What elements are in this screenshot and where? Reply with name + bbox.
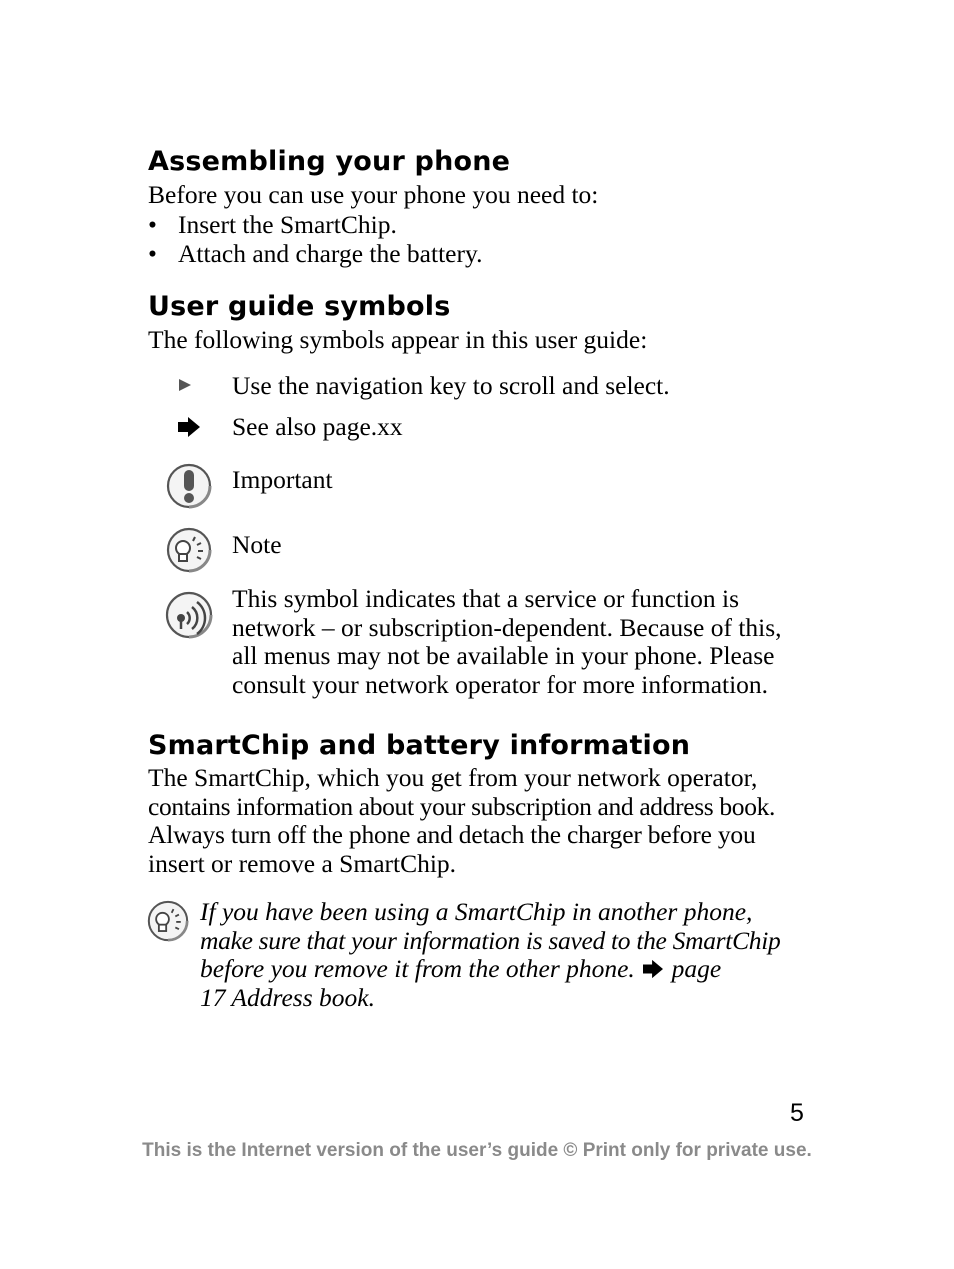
heading-assembling: Assembling your phone [148,146,511,177]
smartchip-line: insert or remove a SmartChip. [148,849,457,878]
symbol-text: Note [232,530,282,559]
tip-line: If you have been using a SmartChip in another phone, [200,897,753,926]
symbol-text: Use the navigation key to scroll and select. [232,371,670,400]
heading-symbols: User guide symbols [148,291,451,322]
symbol-text-line: consult your network operator for more information. [232,670,769,699]
tip-line-text: before you remove it from the other phone. [200,954,635,984]
symbol-text-line: network – or subscription-dependent. Because of this, [232,613,782,642]
smartchip-line: contains information about your subscription and address book. [148,792,776,821]
list-item: • Attach and charge the battery. [148,239,483,268]
tip-line [200,955,780,984]
footer-notice: This is the Internet version of the user’s guide © Print only for private use. [142,1140,812,1161]
tip-line: make sure that your information is saved to the SmartChip [200,925,781,955]
page-number: 5 [790,1099,804,1127]
smartchip-line: The SmartChip, which you get from your network operator, [148,763,758,792]
smartchip-line: Always turn off the phone and detach the charger before you [148,820,756,849]
list-item: • Insert the SmartChip. [148,210,397,239]
network-service-icon [165,591,213,639]
note-icon [147,900,189,942]
bullet-text: Insert the SmartChip. [178,210,397,239]
symbol-text-line: all menus may not be available in your phone. Please [232,641,775,670]
symbols-intro: The following symbols appear in this user guide: [148,325,648,354]
triangle-arrow-icon [178,378,192,392]
bullet-text: Attach and charge the battery. [178,239,483,268]
symbol-text-line: This symbol indicates that a service or function is [232,584,740,613]
note-icon [166,527,212,573]
important-icon [166,463,212,509]
tip-text [200,898,780,1013]
symbol-text: Important [232,465,333,494]
arrow-right-icon [641,959,665,979]
assembling-intro: Before you can use your phone you need to: [148,180,599,209]
symbol-text: See also page.xx [232,412,403,441]
heading-smartchip: SmartChip and battery information [148,730,691,761]
arrow-right-icon [177,416,201,438]
tip-line: 17 Address book. [200,983,375,1013]
tip-page-ref: page [671,954,722,984]
